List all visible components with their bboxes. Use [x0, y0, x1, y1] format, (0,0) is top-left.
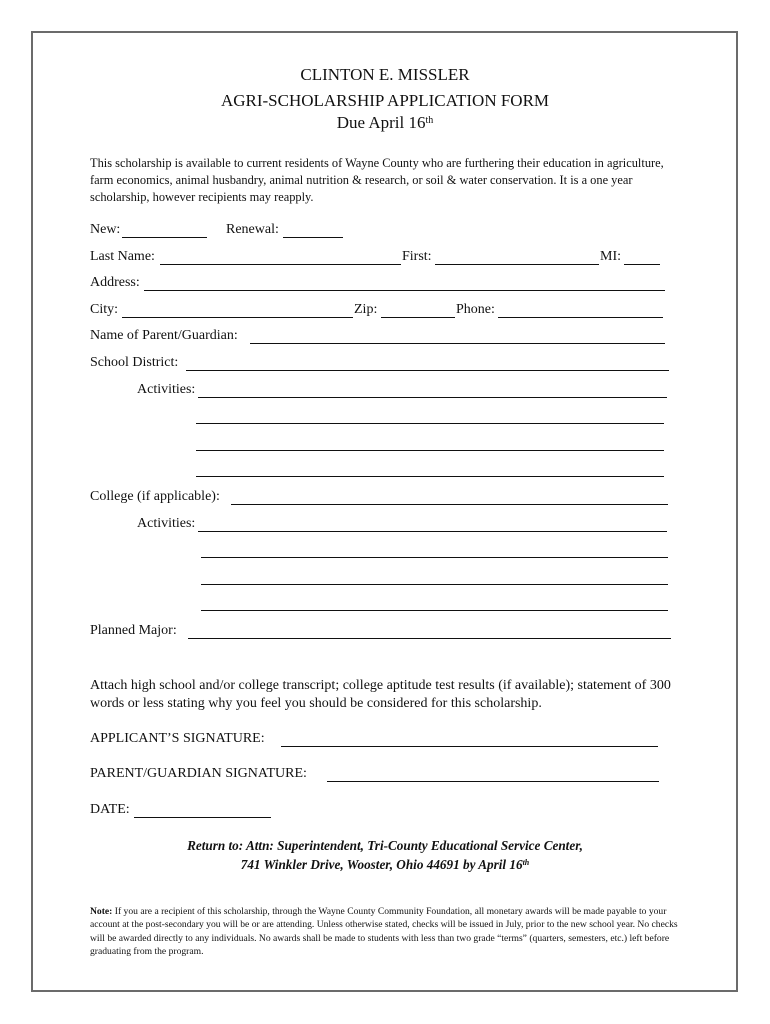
school-district-label: School District:	[90, 355, 179, 370]
phone-field[interactable]	[498, 317, 663, 318]
address-label: Address:	[90, 275, 140, 290]
hs-activities-label: Activities:	[137, 382, 196, 397]
renewal-field[interactable]	[283, 237, 343, 238]
planned-major-label: Planned Major:	[90, 623, 177, 638]
last-name-label: Last Name:	[90, 249, 155, 264]
return-address-line2	[0, 856, 770, 874]
college-activities-field-1[interactable]	[198, 531, 667, 532]
city-label: City:	[90, 302, 119, 317]
due-date-suffix: th	[425, 115, 434, 126]
college-activities-label: Activities:	[137, 516, 196, 531]
address-field[interactable]	[144, 290, 665, 291]
parent-signature-field[interactable]	[327, 781, 659, 782]
intro-paragraph: This scholarship is available to current residents of Wayne County who are furthering their education in agriculture, farm economics, animal husbandry, animal nutrition & research, or soil & water conservation. It is a one year scholarship, however recipients may reapply.	[90, 156, 664, 204]
hs-activities-field-2[interactable]	[196, 423, 664, 424]
phone-label: Phone:	[456, 302, 495, 317]
college-label: College (if applicable):	[90, 489, 220, 504]
hs-activities-field-3[interactable]	[196, 450, 664, 451]
first-name-field[interactable]	[435, 264, 599, 265]
city-field[interactable]	[122, 317, 353, 318]
school-district-field[interactable]	[186, 370, 669, 371]
parent-name-label: Name of Parent/Guardian:	[90, 328, 238, 343]
college-activities-field-3[interactable]	[201, 584, 668, 585]
due-date-text: Due April 16	[336, 113, 426, 132]
note-label: Note:	[90, 906, 113, 917]
date-label: DATE:	[90, 802, 130, 817]
return-address-line1: Return to: Attn: Superintendent, Tri-County Educational Service Center,	[187, 838, 583, 853]
college-activities-field-4[interactable]	[201, 610, 668, 611]
title-form: AGRI-SCHOLARSHIP APPLICATION FORM	[220, 91, 550, 110]
renewal-label: Renewal:	[226, 222, 279, 237]
title-due-date	[0, 112, 770, 133]
applicant-signature-label: APPLICANT’S SIGNATURE:	[90, 731, 265, 746]
new-label: New:	[90, 222, 121, 237]
last-name-field[interactable]	[160, 264, 401, 265]
note-paragraph	[90, 905, 690, 959]
return-address-text: 741 Winkler Drive, Wooster, Ohio 44691 by April 16	[240, 857, 523, 872]
date-field[interactable]	[134, 817, 271, 818]
parent-name-field[interactable]	[250, 343, 665, 344]
hs-activities-field-4[interactable]	[196, 476, 664, 477]
parent-signature-label: PARENT/GUARDIAN SIGNATURE:	[90, 766, 307, 781]
mi-field[interactable]	[624, 264, 660, 265]
title-name: CLINTON E. MISSLER	[300, 65, 470, 84]
attach-instructions: Attach high school and/or college transcript; college aptitude test results (if available); statement of 300 words or less stating why you feel you should be considered for this scholarship.	[90, 678, 671, 711]
zip-field[interactable]	[381, 317, 455, 318]
college-activities-field-2[interactable]	[201, 557, 668, 558]
return-date-suffix: th	[522, 858, 530, 867]
zip-label: Zip:	[354, 302, 378, 317]
new-field[interactable]	[122, 237, 207, 238]
note-text: If you are a recipient of this scholarship, through the Wayne County Community Foundation, all monetary awards will be made payable to your account at the post-secondary you will be or are attending. Unless otherwise stated, checks will be issued in July, prior to the new school year. No checks will be awarded directly to any individuals. No awards shall be made to students with less than two grade “terms” (quarters, semesters, etc.) left before graduating from the program.	[90, 906, 678, 958]
mi-label: MI:	[600, 249, 621, 264]
planned-major-field[interactable]	[188, 638, 671, 639]
college-field[interactable]	[231, 504, 668, 505]
first-name-label: First:	[402, 249, 432, 264]
applicant-signature-field[interactable]	[281, 746, 658, 747]
hs-activities-field-1[interactable]	[198, 397, 667, 398]
